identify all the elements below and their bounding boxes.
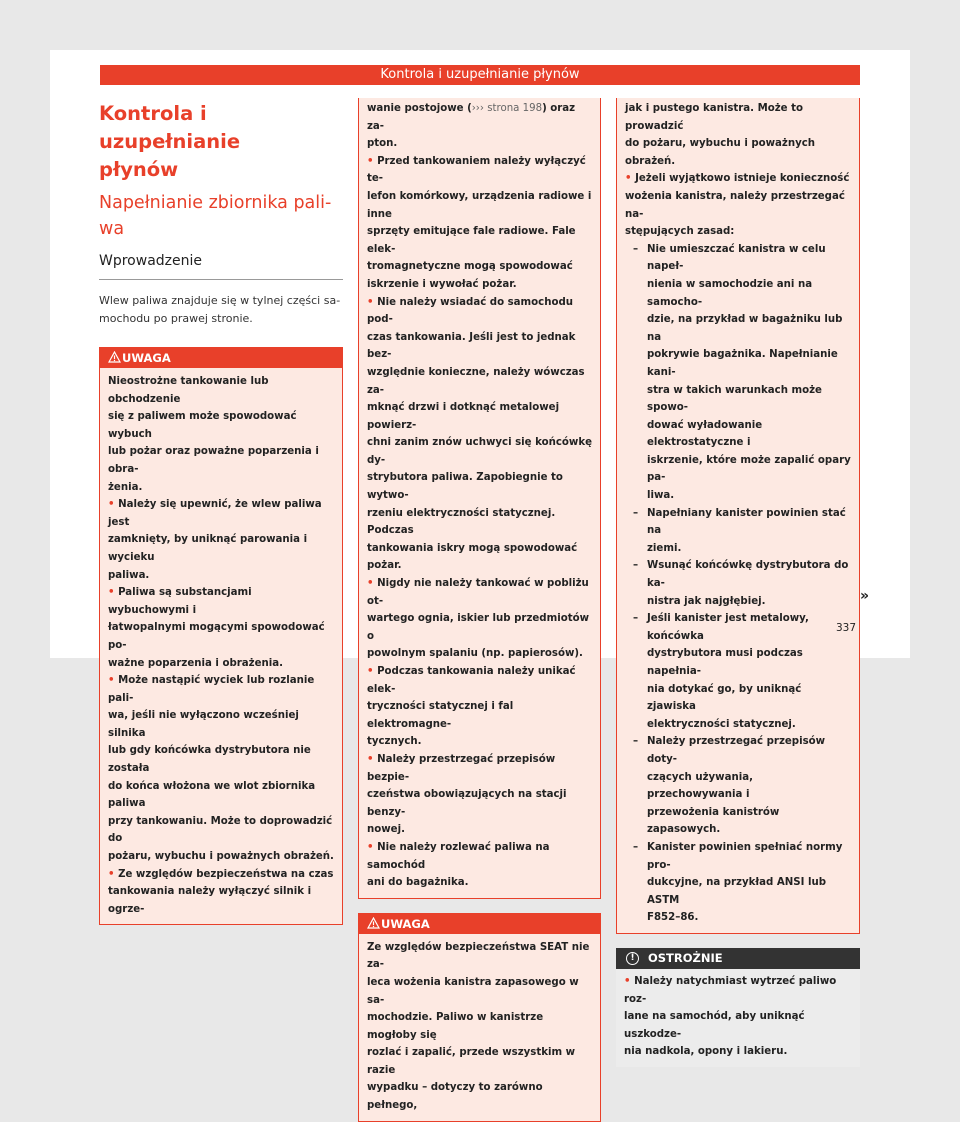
- bullet-icon: •: [624, 975, 635, 987]
- text-fragment: ) oraz za-: [367, 103, 576, 132]
- intro-text: [99, 292, 343, 328]
- warning-header: [100, 348, 342, 368]
- text-line: Ze względów bezpieczeństwa SEAT nie za-: [367, 941, 590, 971]
- warning-bullet: [367, 294, 592, 576]
- text-line: lub pożar oraz poważne poparzenia i obra-: [108, 446, 319, 475]
- warning-box-continued: [358, 98, 601, 899]
- text-line: elektryczności statycznej.: [647, 718, 796, 730]
- section-title-line-1: Kontrola i uzupełnianie: [99, 102, 241, 153]
- text-line: lub gdy końcówka dystrybutora nie została: [108, 745, 311, 775]
- intro-line: mochodu po prawej stronie.: [99, 312, 253, 325]
- text-line: do pożaru, wybuchu i poważnych obrażeń.: [625, 138, 816, 167]
- warning-bullet: [108, 866, 334, 919]
- text-line: zamknięty, by uniknąć parowania i wycieku: [108, 534, 308, 563]
- text-line: Podczas tankowania należy unikać elek-: [367, 666, 576, 695]
- bullet-icon: •: [367, 666, 378, 677]
- bullet-icon: •: [367, 753, 378, 765]
- text-line: tankowania należy wyłączyć silnik i ogrze-: [108, 886, 312, 915]
- chapter-header: Kontrola i uzupełnianie płynów: [100, 65, 860, 85]
- text-line: lane na samochód, aby uniknąć uszkodze-: [624, 1011, 805, 1040]
- text-line: Należy przestrzegać przepisów doty-: [647, 736, 826, 765]
- text-line: lefon komórkowy, urządzenia radiowe i inne: [367, 190, 592, 220]
- text-line: F852–86.: [647, 912, 699, 924]
- dash-icon: –: [633, 841, 639, 853]
- text-line: dukcyjne, na przykład ANSI lub ASTM: [647, 877, 827, 906]
- text-line: Należy przestrzegać przepisów bezpie-: [367, 753, 556, 783]
- text-line: czeństwa obowiązujących na stacji benzy-: [367, 789, 567, 818]
- text-line: Nieostrożne tankowanie lub obchodzenie: [108, 376, 269, 405]
- warning-intro: [108, 373, 334, 496]
- text-line: względnie konieczne, należy wówczas za-: [367, 366, 585, 396]
- warning-box-2: [358, 913, 601, 1122]
- text-line: wartego ognia, iskier lub przedmiotów o: [367, 613, 589, 642]
- caution-box: [616, 948, 860, 1067]
- text-line: łatwopalnymi mogącymi spowodować po-: [108, 622, 325, 651]
- info-circle-icon: !: [626, 952, 639, 965]
- text-line: wypadku – dotyczy to zarówno pełnego,: [367, 1082, 543, 1112]
- dash-icon: –: [633, 243, 639, 255]
- text-line: Jeśli kanister jest metalowy, końcówka: [647, 613, 809, 642]
- column-3: [616, 98, 860, 1067]
- text-line: Nie należy wsiadać do samochodu pod-: [367, 296, 574, 326]
- caution-title: OSTROŻNIE: [648, 950, 723, 965]
- text-line: Ze względów bezpieczeństwa na czas: [118, 868, 334, 880]
- caution-header: [616, 948, 860, 969]
- text-line: paliwa.: [108, 569, 150, 581]
- section-title-line-2: płynów: [99, 158, 179, 181]
- text-line: pokrywie bagażnika. Napełnianie kani-: [647, 349, 838, 378]
- text-line: Nie należy rozlewać paliwa na samochód: [367, 841, 550, 871]
- dash-list-item: [625, 241, 851, 505]
- text-line: Wsunąć końcówkę dystrybutora do ka-: [647, 560, 849, 590]
- text-line: Jeżeli wyjątkowo istnieje konieczność: [635, 173, 850, 185]
- dash-list-item: [625, 610, 851, 733]
- warning-body: [100, 368, 342, 924]
- text-line: ziemi.: [647, 542, 682, 554]
- text-line: iskrzenie i wywołać pożar.: [367, 278, 517, 290]
- warning-body: [359, 934, 600, 1121]
- intro-line: Wlew paliwa znajduje się w tylnej części sa-: [99, 294, 341, 307]
- text-line: mochodzie. Paliwo w kanistrze mogłoby się: [367, 1012, 544, 1041]
- text-line: pton.: [367, 138, 398, 150]
- bullet-icon: •: [108, 868, 119, 880]
- warning-triangle-icon: [367, 917, 380, 929]
- text-line: mknąć drzwi i dotknąć metalowej powierz-: [367, 402, 560, 431]
- text-line: rzeniu elektryczności statycznej. Podczas: [367, 507, 556, 537]
- text-line: czących używania, przechowywania i: [647, 771, 753, 801]
- text-line: żenia.: [108, 481, 143, 493]
- page-reference-link[interactable]: ››› strona 198: [471, 103, 543, 114]
- text-line: leca wożenia kanistra zapasowego w sa-: [367, 976, 579, 1006]
- text-line: czas tankowania. Jeśli jest to jednak bez-: [367, 331, 576, 361]
- dash-list-item: [625, 557, 851, 610]
- text-line: jak i pustego kanistra. Może to prowadzić: [625, 103, 803, 132]
- text-line: nistra jak najgłębiej.: [647, 595, 766, 607]
- warning-bullet: [367, 663, 592, 751]
- text-line: stępujących zasad:: [625, 226, 735, 238]
- warning-bullet: [367, 575, 592, 663]
- warning-bullet: [367, 751, 592, 839]
- bullet-icon: •: [625, 173, 636, 185]
- subsection-title: [99, 190, 343, 242]
- text-line: pożaru, wybuchu i poważnych obrażeń.: [108, 851, 334, 863]
- text-line: wożenia kanistra, należy przestrzegać na-: [625, 190, 845, 220]
- text-line: Należy natychmiast wytrzeć paliwo roz-: [624, 975, 837, 1005]
- text-line: Napełniany kanister powinien stać na: [647, 507, 846, 537]
- caution-body: [616, 969, 860, 1067]
- warning-title: UWAGA: [122, 351, 171, 365]
- warning-bullet: [108, 672, 334, 866]
- text-line: do końca włożona we wlot zbiornika paliwa: [108, 780, 316, 810]
- text-line: ważne poparzenia i obrażenia.: [108, 657, 283, 669]
- warning-bullet: [367, 839, 592, 892]
- text-line: dować wyładowanie elektrostatyczne i: [647, 419, 763, 449]
- text-line: nia nadkola, opony i lakieru.: [624, 1046, 788, 1058]
- text-line: Nie umieszczać kanistra w celu napeł-: [647, 243, 826, 273]
- text-line: Paliwa są substancjami wybuchowymi i: [108, 587, 252, 616]
- text-line: liwa.: [647, 490, 675, 502]
- text-line: rozlać i zapalić, przede wszystkim w razie: [367, 1047, 576, 1076]
- warning-bullet: [108, 584, 334, 672]
- text-line: przewożenia kanistrów zapasowych.: [647, 806, 780, 836]
- intro-heading: Wprowadzenie: [99, 253, 202, 269]
- text-line: tycznych.: [367, 736, 422, 748]
- bullet-icon: •: [367, 296, 378, 308]
- text-line: strybutora paliwa. Zapobiegnie to wytwo-: [367, 472, 563, 502]
- section-title: [99, 98, 343, 184]
- text-line: dzie, na przykład w bagażniku lub na: [647, 314, 843, 343]
- dash-list-item: [625, 505, 851, 558]
- text-line: tankowania iskry mogą spowodować pożar.: [367, 542, 578, 572]
- bullet-icon: •: [367, 841, 378, 853]
- dash-icon: –: [633, 560, 639, 572]
- warning-bullet: [108, 496, 334, 584]
- text-line: iskrzenie, które może zapalić opary pa-: [647, 454, 851, 484]
- text-line: chni zanim znów uchwyci się końcówkę dy-: [367, 437, 593, 466]
- warning-bullet: [625, 170, 851, 240]
- text-line: nowej.: [367, 824, 405, 836]
- dash-list-item: [625, 839, 851, 927]
- text-line: przy tankowaniu. Może to doprowadzić do: [108, 815, 333, 845]
- dash-icon: –: [633, 613, 639, 625]
- bullet-icon: •: [367, 155, 378, 167]
- warning-body: [617, 98, 859, 933]
- page-number: 337: [836, 622, 857, 634]
- dash-icon: –: [633, 736, 639, 748]
- text-line: Należy się upewnić, że wlew paliwa jest: [108, 499, 322, 528]
- text-line: Może nastąpić wyciek lub rozlanie pali-: [108, 675, 315, 704]
- dash-list-item: [625, 733, 851, 839]
- continue-marker: »: [860, 588, 870, 604]
- text-line: tryczności statycznej i fal elektromagne-: [367, 701, 514, 730]
- text-line: nia dotykać go, by uniknąć zjawiska: [647, 683, 802, 713]
- subsection-title-line-2: wa: [99, 219, 125, 239]
- bullet-icon: •: [108, 587, 119, 599]
- text-line: sprzęty emitujące fale radiowe. Fale elek-: [367, 226, 576, 255]
- warning-box-2-continued: [616, 98, 860, 934]
- text-line: Nigdy nie należy tankować w pobliżu ot-: [367, 578, 589, 607]
- text-line: dystrybutora musi podczas napełnia-: [647, 648, 803, 677]
- warning-bullet: [367, 153, 592, 294]
- text-line: wa, jeśli nie wyłączono wcześniej silnika: [108, 710, 299, 739]
- divider: [99, 279, 343, 280]
- warning-header: [359, 914, 600, 934]
- text-line: się z paliwem może spowodować wybuch: [108, 411, 297, 440]
- warning-title: UWAGA: [381, 916, 430, 931]
- text-line: powolnym spalaniu (np. papierosów).: [367, 648, 583, 660]
- text-line: Przed tankowaniem należy wyłączyć te-: [367, 155, 586, 185]
- subsection-title-line-1: Napełnianie zbiornika pali-: [99, 193, 332, 213]
- text-line: stra w takich warunkach może spowo-: [647, 384, 822, 414]
- warning-box: [99, 347, 343, 925]
- bullet-icon: •: [367, 578, 378, 590]
- text-line: ani do bagażnika.: [367, 877, 469, 889]
- bullet-icon: •: [108, 675, 119, 687]
- bullet-icon: •: [108, 499, 119, 511]
- text-fragment: wanie postojowe (: [367, 103, 472, 114]
- dash-icon: –: [633, 507, 639, 519]
- warning-body: [359, 98, 600, 898]
- text-line: nienia w samochodzie ani na samocho-: [647, 278, 813, 308]
- warning-triangle-icon: [108, 351, 121, 363]
- text-line: tromagnetyczne mogą spowodować: [367, 261, 573, 273]
- text-line: Kanister powinien spełniać normy pro-: [647, 841, 843, 871]
- column-1: [99, 98, 343, 925]
- column-2: [358, 98, 601, 1122]
